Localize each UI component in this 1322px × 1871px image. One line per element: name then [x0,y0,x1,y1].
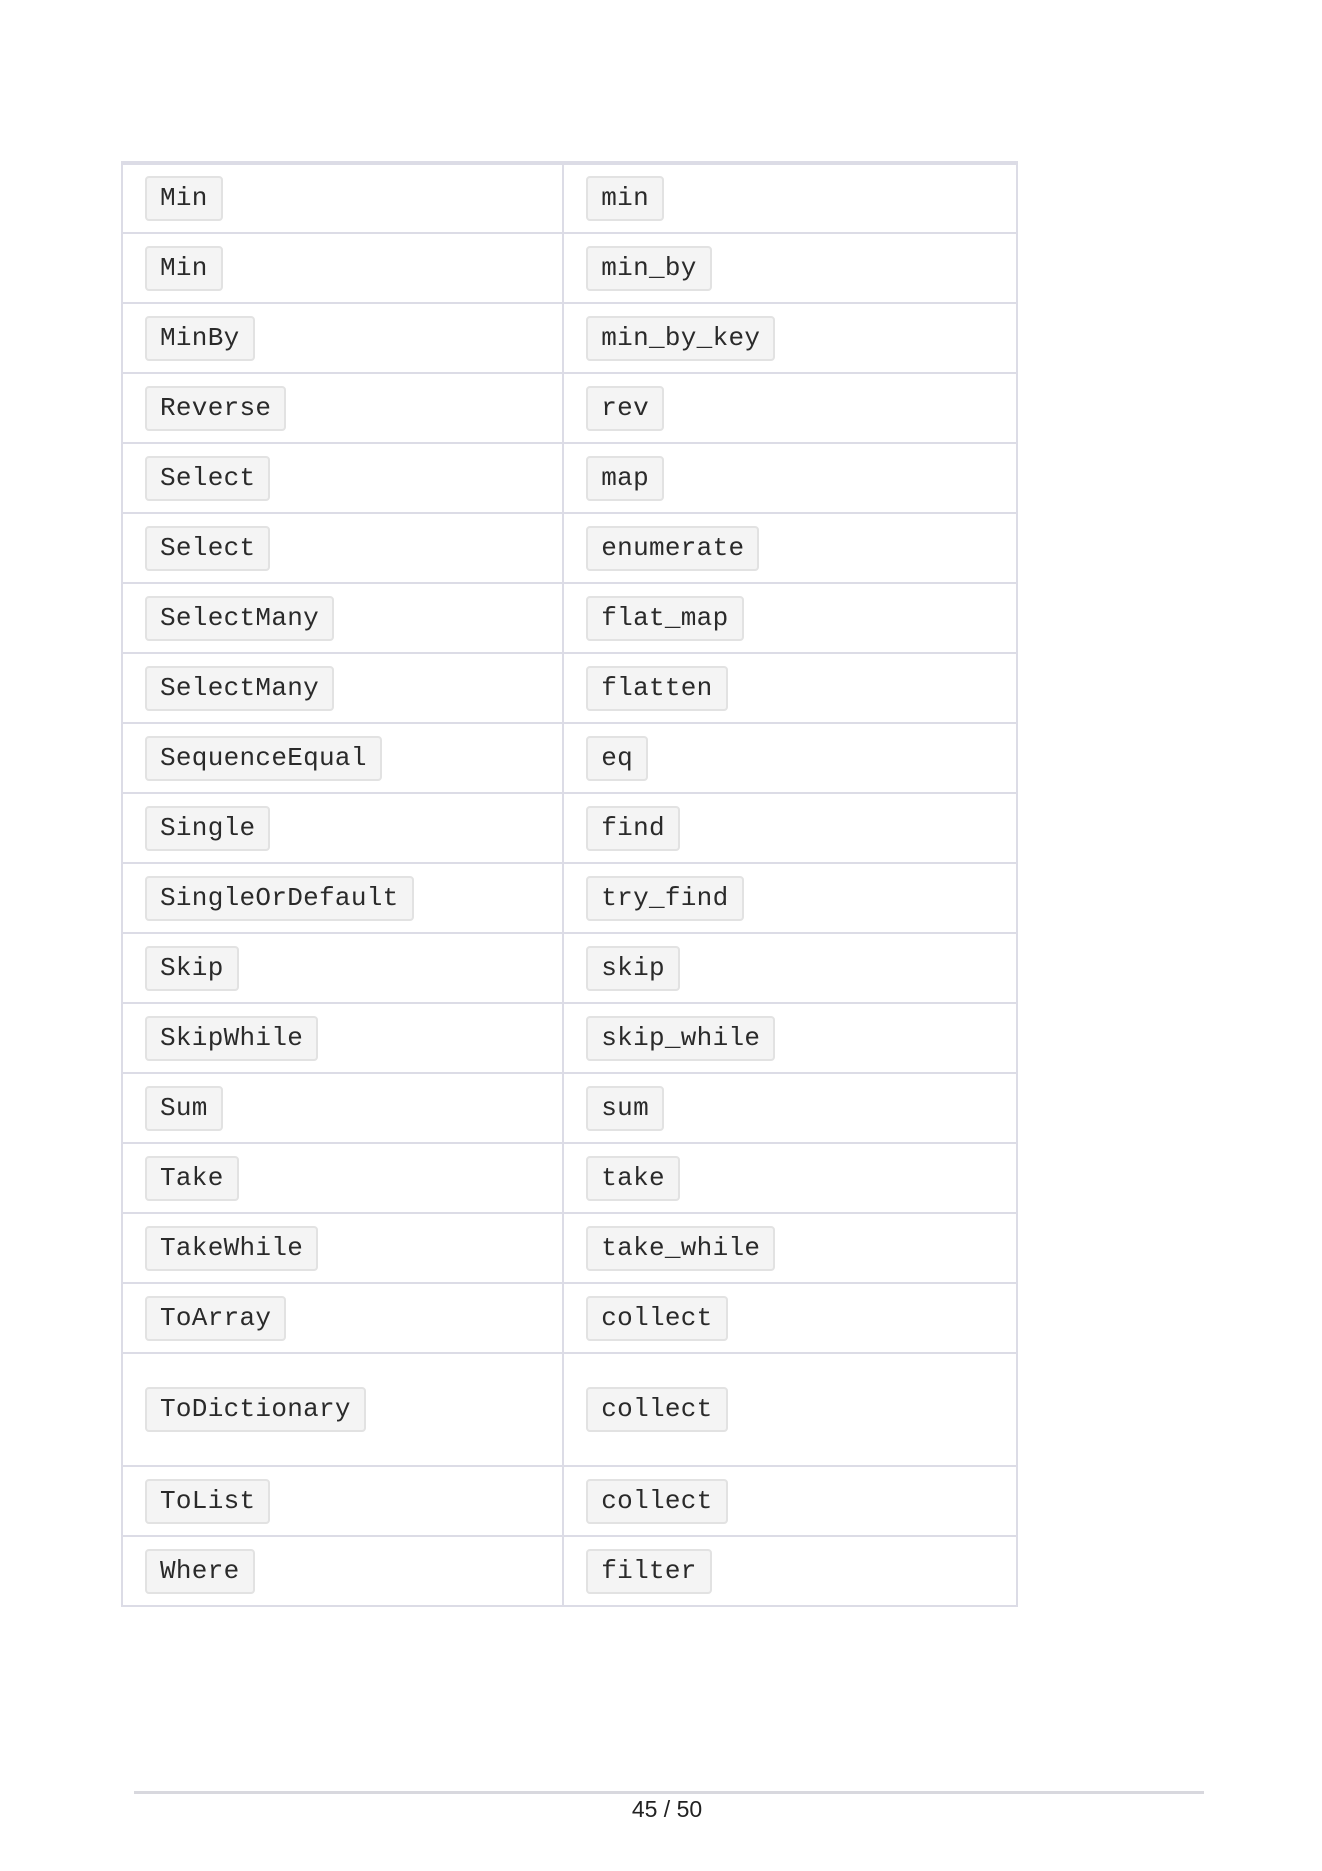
table-cell-rust [563,1003,1017,1073]
table-cell-linq [122,863,563,933]
inline-code: Sum [145,1086,223,1131]
table-cell-linq [122,513,563,583]
table-row [122,933,1017,1003]
table-cell-rust [563,1283,1017,1353]
table-row [122,233,1017,303]
table-cell-linq [122,443,563,513]
table-row [122,1536,1017,1606]
table-cell-rust [563,303,1017,373]
inline-code: Select [145,526,270,571]
inline-code: collect [586,1479,727,1524]
table-cell-rust [563,1143,1017,1213]
table-cell-rust [563,793,1017,863]
footer-divider [134,1791,1204,1794]
table-cell-rust [563,373,1017,443]
table-cell-linq [122,373,563,443]
table-cell-linq [122,1466,563,1536]
table-row [122,653,1017,723]
inline-code: eq [586,736,648,781]
inline-code: collect [586,1296,727,1341]
table-cell-linq [122,163,563,233]
inline-code: filter [586,1549,711,1594]
inline-code: MinBy [145,316,255,361]
table-cell-linq [122,1003,563,1073]
table-row [122,303,1017,373]
table-cell-linq [122,1073,563,1143]
table-cell-rust [563,933,1017,1003]
table-row [122,863,1017,933]
inline-code: sum [586,1086,664,1131]
table-cell-rust [563,1536,1017,1606]
table-cell-rust [563,1073,1017,1143]
inline-code: enumerate [586,526,759,571]
table-cell-linq [122,1536,563,1606]
table-cell-rust [563,163,1017,233]
inline-code: Select [145,456,270,501]
inline-code: take [586,1156,680,1201]
inline-code: Min [145,246,223,291]
inline-code: ToList [145,1479,270,1524]
inline-code: skip [586,946,680,991]
inline-code: SelectMany [145,666,334,711]
table-cell-linq [122,1213,563,1283]
table-row [122,1353,1017,1466]
inline-code: min [586,176,664,221]
inline-code: SequenceEqual [145,736,382,781]
linq-to-rust-mapping-table [121,161,1018,1607]
table-cell-linq [122,1353,563,1466]
table-cell-rust [563,583,1017,653]
table-row [122,163,1017,233]
inline-code: ToDictionary [145,1387,366,1432]
table-row [122,583,1017,653]
table-cell-linq [122,793,563,863]
table-cell-linq [122,933,563,1003]
inline-code: Take [145,1156,239,1201]
inline-code: Where [145,1549,255,1594]
table-row [122,1143,1017,1213]
table-cell-linq [122,723,563,793]
table-cell-rust [563,1466,1017,1536]
table-cell-linq [122,653,563,723]
table-row [122,723,1017,793]
inline-code: rev [586,386,664,431]
table-row [122,373,1017,443]
table-row [122,443,1017,513]
inline-code: take_while [586,1226,775,1271]
inline-code: SingleOrDefault [145,876,414,921]
inline-code: map [586,456,664,501]
table-cell-linq [122,303,563,373]
inline-code: ToArray [145,1296,286,1341]
table-row [122,1213,1017,1283]
inline-code: Skip [145,946,239,991]
inline-code: min_by_key [586,316,775,361]
inline-code: Reverse [145,386,286,431]
inline-code: collect [586,1387,727,1432]
inline-code: min_by [586,246,711,291]
inline-code: TakeWhile [145,1226,318,1271]
table-cell-linq [122,583,563,653]
table-cell-linq [122,1283,563,1353]
table-cell-rust [563,1353,1017,1466]
inline-code: SkipWhile [145,1016,318,1061]
table-row [122,1073,1017,1143]
table-cell-rust [563,443,1017,513]
table-cell-rust [563,653,1017,723]
table-cell-rust [563,1213,1017,1283]
inline-code: skip_while [586,1016,775,1061]
table-row [122,513,1017,583]
table-row [122,1003,1017,1073]
inline-code: SelectMany [145,596,334,641]
table-cell-rust [563,723,1017,793]
table-cell-rust [563,863,1017,933]
table-cell-rust [563,233,1017,303]
inline-code: Min [145,176,223,221]
inline-code: find [586,806,680,851]
table-row [122,793,1017,863]
inline-code: Single [145,806,270,851]
inline-code: try_find [586,876,743,921]
page-number: 45 / 50 [631,1796,703,1822]
table-cell-linq [122,1143,563,1213]
inline-code: flat_map [586,596,743,641]
table-cell-linq [122,233,563,303]
table-cell-rust [563,513,1017,583]
table-row [122,1466,1017,1536]
inline-code: flatten [586,666,727,711]
table-row [122,1283,1017,1353]
